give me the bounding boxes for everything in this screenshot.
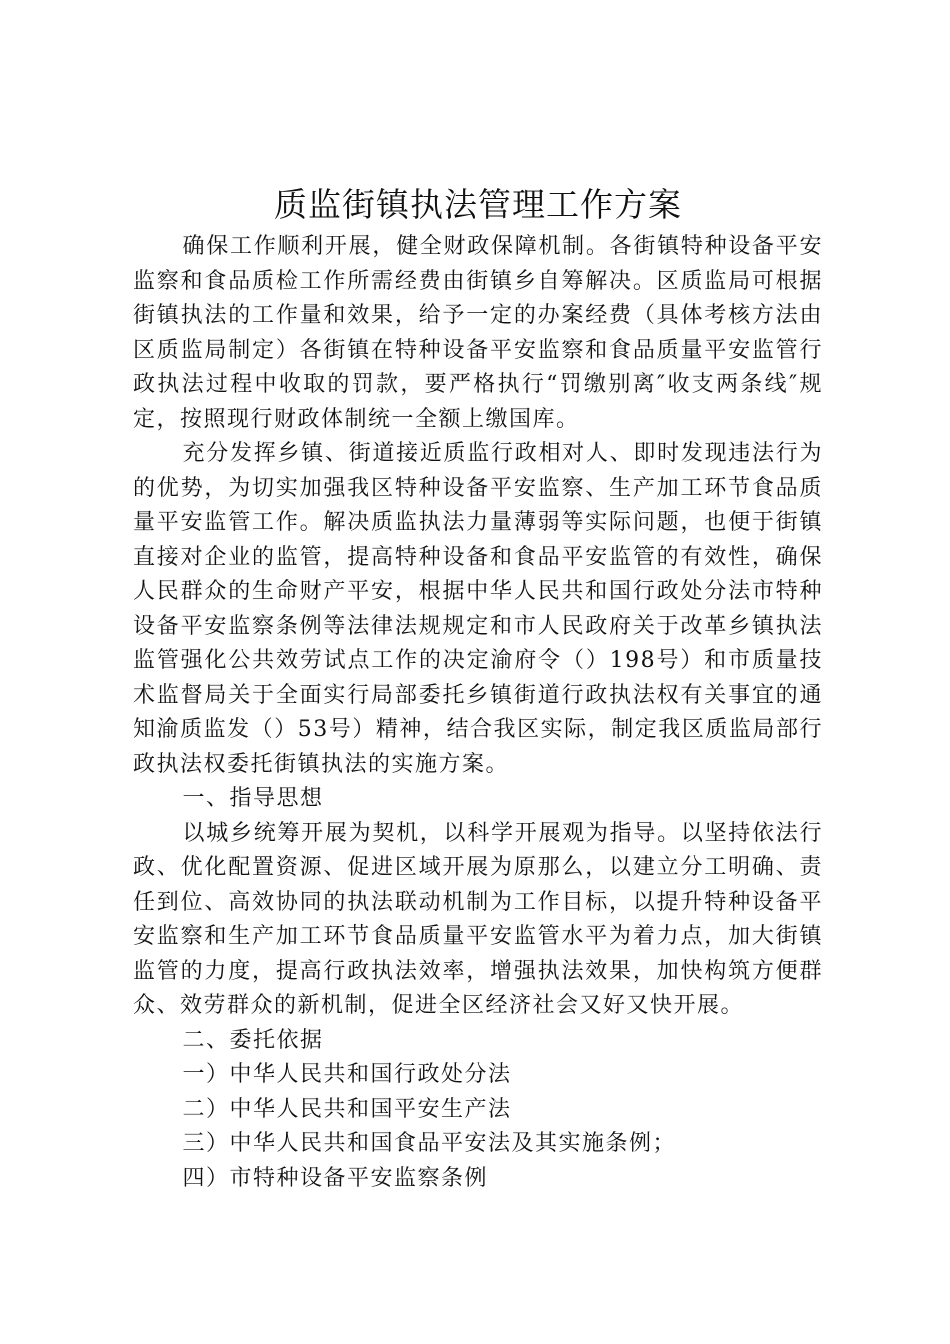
legal-basis-item: 二）中华人民共和国平安生产法 [182,1096,512,1122]
section-heading-legal-basis: 二、委托依据 [182,1027,324,1053]
section-heading-guiding-thought: 一、指导思想 [182,786,324,811]
paragraph-guiding-thought: 以城乡统筹开展为契机，以科学开展观为指导。以坚持依法行政、优化配置资源、促进区域开展为原那么，以建立分工明确、责任到位、高效协同的执法联动机制为工作目标，以提升特种设备平安监察和生产加工环节食品质量平安监管水平为着力点，加大街镇监管的力度，提高行政执法效率，增强执法效果，加快构筑方便群众、效劳群众的新机制，促进全区经济社会又好又快开展。 [133,820,823,1018]
legal-basis-item: 三）中华人民共和国食品平安法及其实施条例； [182,1131,677,1156]
document-title: 质监街镇执法管理工作方案 [274,188,682,224]
document-page [133,186,823,1196]
paragraph-funding: 确保工作顺利开展，健全财政保障机制。各街镇特种设备平安监察和食品质检工作所需经费由街镇乡自筹解决。区质监局可根据街镇执法的工作量和效果，给予一定的办案经费（具体考核方法由区质监局制定）各街镇在特种设备平安监察和食品质量平安监管行政执法过程中收取的罚款，要严格执行“罚缴别离″收支两条线″规定，按照现行财政体制统一全额上缴国库。 [133,234,823,432]
legal-basis-item: 一）中华人民共和国行政处分法 [182,1062,512,1087]
paragraph-background: 充分发挥乡镇、街道接近质监行政相对人、即时发现违法行为的优势，为切实加强我区特种设备平安监察、生产加工环节食品质量平安监管工作。解决质监执法力量薄弱等实际问题，也便于街镇直接对企业的监管，提高特种设备和食品平安监管的有效性，确保人民群众的生命财产平安，根据中华人民共和国行政处分法市特种设备平安监察条例等法律法规规定和市人民政府关于改革乡镇执法监管强化公共效劳试点工作的决定渝府令（）198号）和市质量技术监督局关于全面实行局部委托乡镇街道行政执法权有关事宜的通知渝质监发（）53号）精神，结合我区实际，制定我区质监局部行政执法权委托街镇执法的实施方案。 [133,441,823,777]
legal-basis-item: 四）市特种设备平安监察条例 [182,1165,489,1191]
